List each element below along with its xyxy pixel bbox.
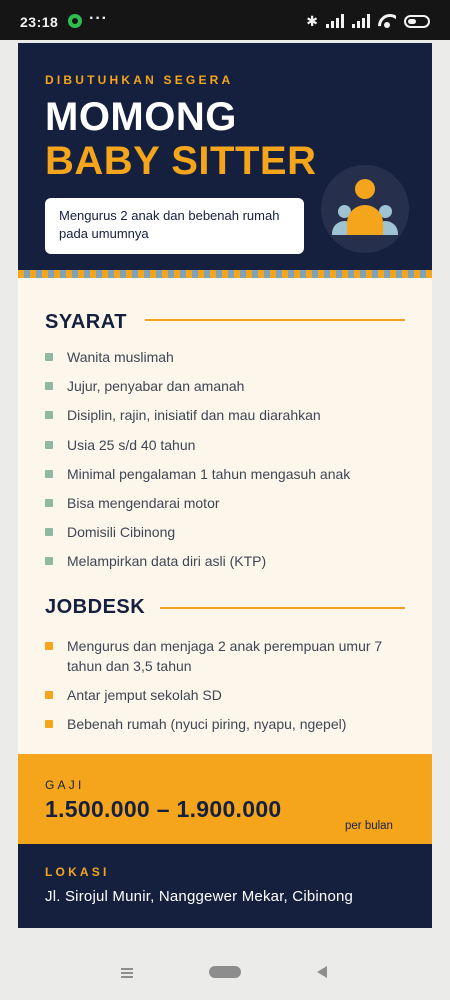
navigation-bar: [0, 944, 450, 1000]
status-bar: [0, 0, 450, 40]
poster-title-line2: BABY SITTER: [45, 139, 317, 183]
square-bullet-icon: [45, 411, 53, 419]
whatsapp-icon: [68, 14, 82, 28]
syarat-title: SYARAT: [45, 311, 127, 333]
square-bullet-icon: [45, 470, 53, 478]
syarat-list: [45, 347, 415, 581]
back-icon[interactable]: [317, 966, 327, 978]
more-notifications-icon: ···: [89, 10, 108, 27]
list-item: Wanita muslimah: [45, 347, 415, 367]
location-value: Jl. Sirojul Munir, Nanggewer Mekar, Cibinong: [45, 888, 354, 905]
square-bullet-icon: [45, 382, 53, 390]
list-item: Melampirkan data diri asli (KTP): [45, 551, 415, 571]
poster-title-line1: MOMONG: [45, 95, 237, 139]
family-people-icon: [321, 165, 409, 253]
square-bullet-icon: [45, 642, 53, 650]
home-button[interactable]: [209, 966, 241, 978]
location-label: LOKASI: [45, 865, 110, 879]
salary-unit: per bulan: [345, 820, 393, 832]
menu-icon[interactable]: [121, 968, 133, 980]
list-item: Domisili Cibinong: [45, 522, 415, 542]
battery-icon: [404, 15, 430, 28]
wifi-icon: [378, 14, 396, 28]
list-item: Minimal pengalaman 1 tahun mengasuh anak: [45, 464, 415, 484]
jobdesk-list: [45, 636, 385, 743]
salary-section: [18, 754, 432, 844]
list-item: Mengurus dan menjaga 2 anak perempuan umur 7 tahun dan 3,5 tahun: [45, 636, 385, 676]
list-item: Antar jemput sekolah SD: [45, 685, 385, 705]
poster-kicker: DIBUTUHKAN SEGERA: [45, 73, 234, 87]
square-bullet-icon: [45, 353, 53, 361]
salary-value: 1.500.000 – 1.900.000: [45, 796, 282, 822]
signal-icon: [326, 14, 344, 28]
list-item: Disiplin, rajin, inisiatif dan mau diarahkan: [45, 405, 415, 425]
location-section: [18, 844, 432, 928]
square-bullet-icon: [45, 441, 53, 449]
list-item: Jujur, penyabar dan amanah: [45, 376, 415, 396]
salary-label: GAJI: [45, 778, 85, 792]
square-bullet-icon: [45, 499, 53, 507]
poster-header: [18, 43, 432, 270]
jobdesk-title: JOBDESK: [45, 596, 146, 618]
square-bullet-icon: [45, 528, 53, 536]
list-item: Bisa mengendarai motor: [45, 493, 415, 513]
job-poster-image[interactable]: [18, 43, 432, 928]
list-item: Usia 25 s/d 40 tahun: [45, 435, 415, 455]
poster-description: Mengurus 2 anak dan bebenah rumah pada umumnya: [45, 198, 304, 254]
square-bullet-icon: [45, 557, 53, 565]
signal-icon-2: [352, 14, 370, 28]
jobdesk-divider: [160, 607, 405, 609]
bluetooth-icon: ✱: [306, 13, 318, 29]
list-item: Bebenah rumah (nyuci piring, nyapu, ngepel): [45, 714, 385, 734]
status-time: 23:18: [20, 14, 59, 30]
decorative-stripe: [18, 270, 432, 278]
square-bullet-icon: [45, 720, 53, 728]
syarat-divider: [145, 319, 405, 321]
square-bullet-icon: [45, 691, 53, 699]
